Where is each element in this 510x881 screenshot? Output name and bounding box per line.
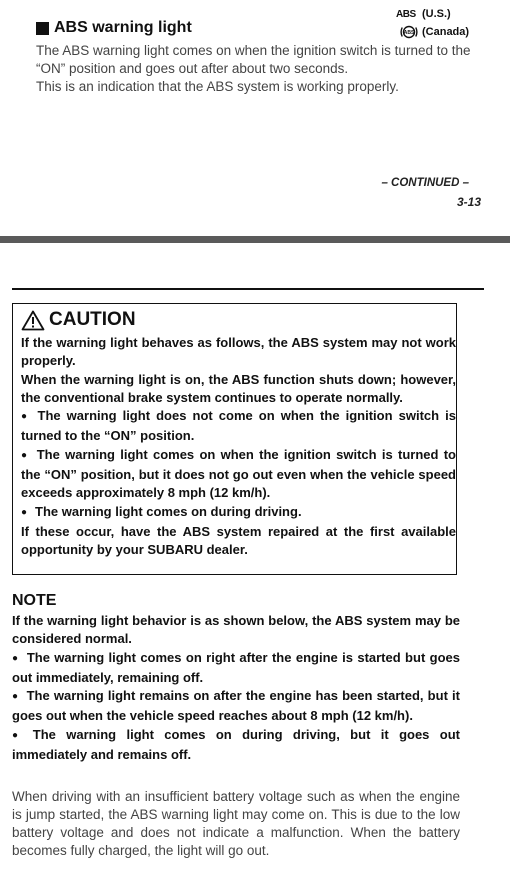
note-paragraph: If the warning light behavior is as shown below, the ABS system may be considered normal.	[12, 613, 460, 647]
note-bullet: ● The warning light comes on right after the engine is started but goes out immediately, remaining off.	[12, 649, 460, 688]
intro-text	[36, 42, 488, 96]
caution-bullet: ● The warning light comes on when the ignition switch is turned to the “ON” position, but it does not go out even when the vehicle speed exceeds approximately 8 mph (12 km/h).	[21, 446, 456, 503]
continued-label: – CONTINUED –	[381, 177, 469, 189]
note-bullet: ● The warning light comes on during driving, but it goes out immediately and remains off.	[12, 726, 460, 765]
caution-closing: If these occur, have the ABS system repaired at the first available opportunity by your SUBARU dealer.	[21, 523, 456, 558]
page-divider	[0, 236, 510, 243]
abs-canada-row	[396, 23, 506, 41]
note-heading: NOTE	[12, 592, 57, 609]
section-title-text: ABS warning light	[54, 19, 192, 36]
caution-box	[12, 303, 457, 575]
abs-us-row	[396, 5, 506, 23]
note-section	[12, 591, 460, 764]
intro-line: This is an indication that the ABS system is working properly.	[36, 79, 399, 94]
abs-warning-icon: ABS	[396, 8, 416, 20]
indicator-legend	[396, 5, 506, 41]
caution-heading	[21, 308, 456, 332]
intro-line: “ON” position and goes out after about two seconds.	[36, 61, 349, 76]
abs-us-label: (U.S.)	[422, 8, 451, 20]
intro-line: The ABS warning light comes on when the ignition switch is turned to the	[36, 43, 471, 58]
abs-canada-icon	[396, 25, 422, 39]
section-title	[36, 19, 192, 37]
caution-bullet: ● The warning light does not come on when the ignition switch is turned to the “ON” position.	[21, 407, 456, 446]
caution-heading-text: CAUTION	[49, 309, 136, 330]
note-bullet: ● The warning light remains on after the engine has been started, but it goes out when the vehicle speed reaches about 8 mph (12 km/h).	[12, 687, 460, 726]
battery-voltage-text: When driving with an insufficient battery voltage such as when the engine is jump started, the ABS warning light may come on. This is due to the low battery voltage and does not indicate a malfunction. When the battery becomes fully charged, the light will go out.	[12, 789, 460, 858]
warning-triangle-icon	[21, 310, 45, 331]
page-number: 3-13	[456, 195, 481, 209]
caution-paragraph: When the warning light is on, the ABS function shuts down; however, the conventional brake system continues to operate normally.	[21, 371, 456, 405]
caution-paragraph: If the warning light behaves as follows, the ABS system may not work properly.	[21, 335, 456, 369]
caution-bullet: ● The warning light comes on during driving.	[21, 503, 456, 523]
square-bullet-icon	[36, 22, 49, 35]
svg-text:ABS: ABS	[403, 30, 415, 36]
abs-canada-label: (Canada)	[422, 26, 470, 38]
section-rule	[12, 288, 484, 290]
